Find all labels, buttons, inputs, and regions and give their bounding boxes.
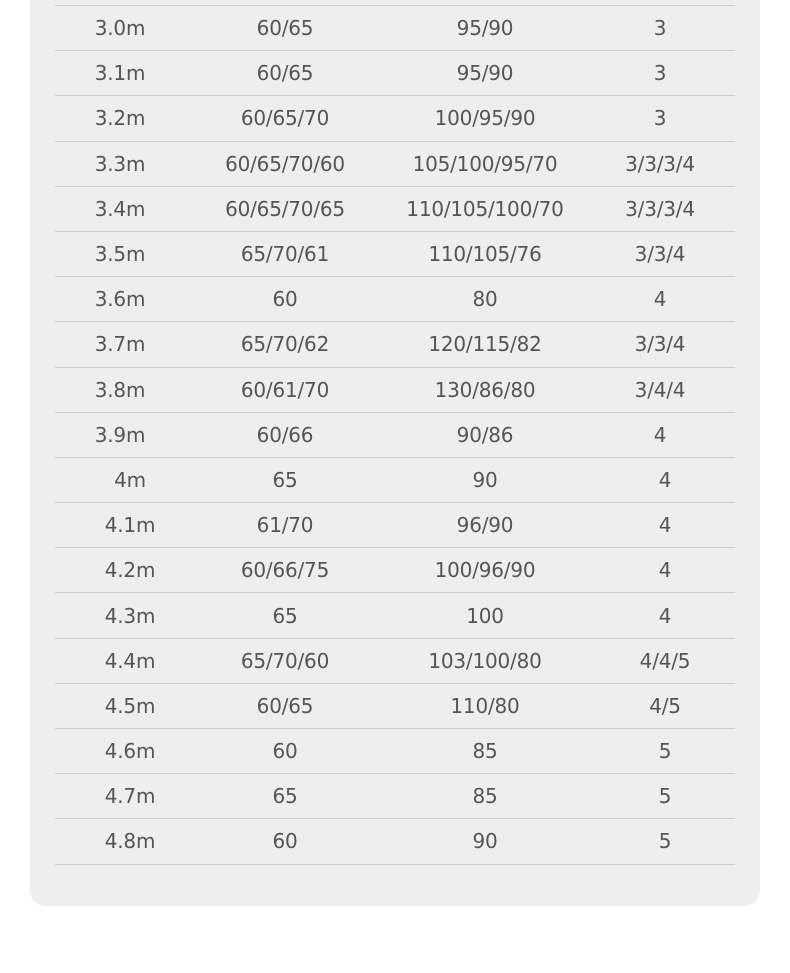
length-cell: 3.4m (94, 196, 146, 221)
length-cell: 3.2m (94, 106, 146, 131)
value-cell-b: 80 (472, 287, 498, 312)
table-row (55, 593, 735, 638)
table-row (55, 51, 735, 96)
value-cell-a: 65 (272, 467, 298, 492)
value-cell-c: 4 (658, 603, 672, 628)
value-cell-a: 60/65 (256, 693, 314, 718)
length-cell: 4.4m (104, 648, 156, 673)
value-cell-a: 60/61/70 (240, 377, 330, 402)
value-cell-b: 100 (466, 603, 504, 628)
value-cell-a: 60/65/70/60 (225, 151, 345, 176)
length-cell: 3.0m (94, 16, 146, 41)
table-row (55, 639, 735, 684)
value-cell-c: 4 (658, 467, 672, 492)
table-row (55, 277, 735, 322)
value-cell-b: 110/105/100/70 (406, 196, 564, 221)
table-row (55, 458, 735, 503)
value-cell-c: 4/4/5 (639, 648, 691, 673)
length-cell: 4.8m (104, 829, 156, 854)
value-cell-b: 130/86/80 (434, 377, 536, 402)
value-cell-b: 90 (472, 829, 498, 854)
value-cell-c: 5 (658, 829, 672, 854)
value-cell-a: 60/65 (256, 16, 314, 41)
value-cell-a: 60/65/70/65 (225, 196, 345, 221)
value-cell-c: 4 (658, 558, 672, 583)
table-row (55, 548, 735, 593)
value-cell-c: 3/3/3/4 (625, 196, 695, 221)
length-cell: 3.9m (94, 422, 146, 447)
table-row (55, 187, 735, 232)
value-cell-c: 3/3/4 (634, 332, 686, 357)
value-cell-c: 3/3/3/4 (625, 151, 695, 176)
value-cell-c: 4 (653, 287, 667, 312)
length-cell: 3.5m (94, 242, 146, 267)
value-cell-a: 60 (272, 829, 298, 854)
value-cell-c: 4/5 (649, 693, 681, 718)
value-cell-a: 60/66 (256, 422, 314, 447)
length-cell: 4m (114, 467, 146, 492)
value-cell-a: 61/70 (256, 513, 314, 538)
value-cell-a: 65/70/62 (240, 332, 330, 357)
value-cell-a: 65/70/60 (240, 648, 330, 673)
length-cell: 4.7m (104, 784, 156, 809)
table-row (55, 6, 735, 51)
value-cell-a: 60/65 (256, 61, 314, 86)
length-cell: 4.1m (104, 513, 156, 538)
table-row (55, 819, 735, 864)
value-cell-c: 3/3/4 (634, 242, 686, 267)
value-cell-a: 65 (272, 603, 298, 628)
length-cell: 3.7m (94, 332, 146, 357)
length-cell: 3.6m (94, 287, 146, 312)
value-cell-b: 90/86 (456, 422, 514, 447)
value-cell-b: 90 (472, 467, 498, 492)
length-cell: 3.8m (94, 377, 146, 402)
value-cell-b: 110/105/76 (428, 242, 542, 267)
value-cell-c: 3 (653, 61, 667, 86)
value-cell-c: 4 (658, 513, 672, 538)
value-cell-b: 96/90 (456, 513, 514, 538)
length-cell: 3.1m (94, 61, 146, 86)
value-cell-b: 120/115/82 (428, 332, 542, 357)
value-cell-b: 95/90 (456, 61, 514, 86)
value-cell-c: 5 (658, 784, 672, 809)
table-row (55, 503, 735, 548)
value-cell-b: 105/100/95/70 (412, 151, 558, 176)
value-cell-a: 60/66/75 (240, 558, 330, 583)
value-cell-c: 3 (653, 106, 667, 131)
value-cell-b: 110/80 (450, 693, 520, 718)
table-row (55, 729, 735, 774)
table-row (55, 232, 735, 277)
value-cell-a: 60/65/70 (240, 106, 330, 131)
value-cell-b: 85 (472, 739, 498, 764)
table-row (55, 96, 735, 141)
value-cell-b: 100/96/90 (434, 558, 536, 583)
length-cell: 3.3m (94, 151, 146, 176)
value-cell-b: 100/95/90 (434, 106, 536, 131)
value-cell-c: 4 (653, 422, 667, 447)
length-cell: 4.5m (104, 693, 156, 718)
value-cell-b: 103/100/80 (428, 648, 542, 673)
value-cell-a: 60 (272, 739, 298, 764)
table-row (55, 774, 735, 819)
table-row (55, 322, 735, 367)
table-row (55, 413, 735, 458)
value-cell-c: 3/4/4 (634, 377, 686, 402)
size-table (55, 5, 735, 865)
value-cell-c: 5 (658, 739, 672, 764)
table-row (55, 684, 735, 729)
length-cell: 4.2m (104, 558, 156, 583)
length-cell: 4.6m (104, 739, 156, 764)
value-cell-a: 60 (272, 287, 298, 312)
value-cell-b: 95/90 (456, 16, 514, 41)
table-row (55, 368, 735, 413)
length-cell: 4.3m (104, 603, 156, 628)
value-cell-a: 65/70/61 (240, 242, 330, 267)
table-row (55, 142, 735, 187)
value-cell-a: 65 (272, 784, 298, 809)
value-cell-c: 3 (653, 16, 667, 41)
value-cell-b: 85 (472, 784, 498, 809)
